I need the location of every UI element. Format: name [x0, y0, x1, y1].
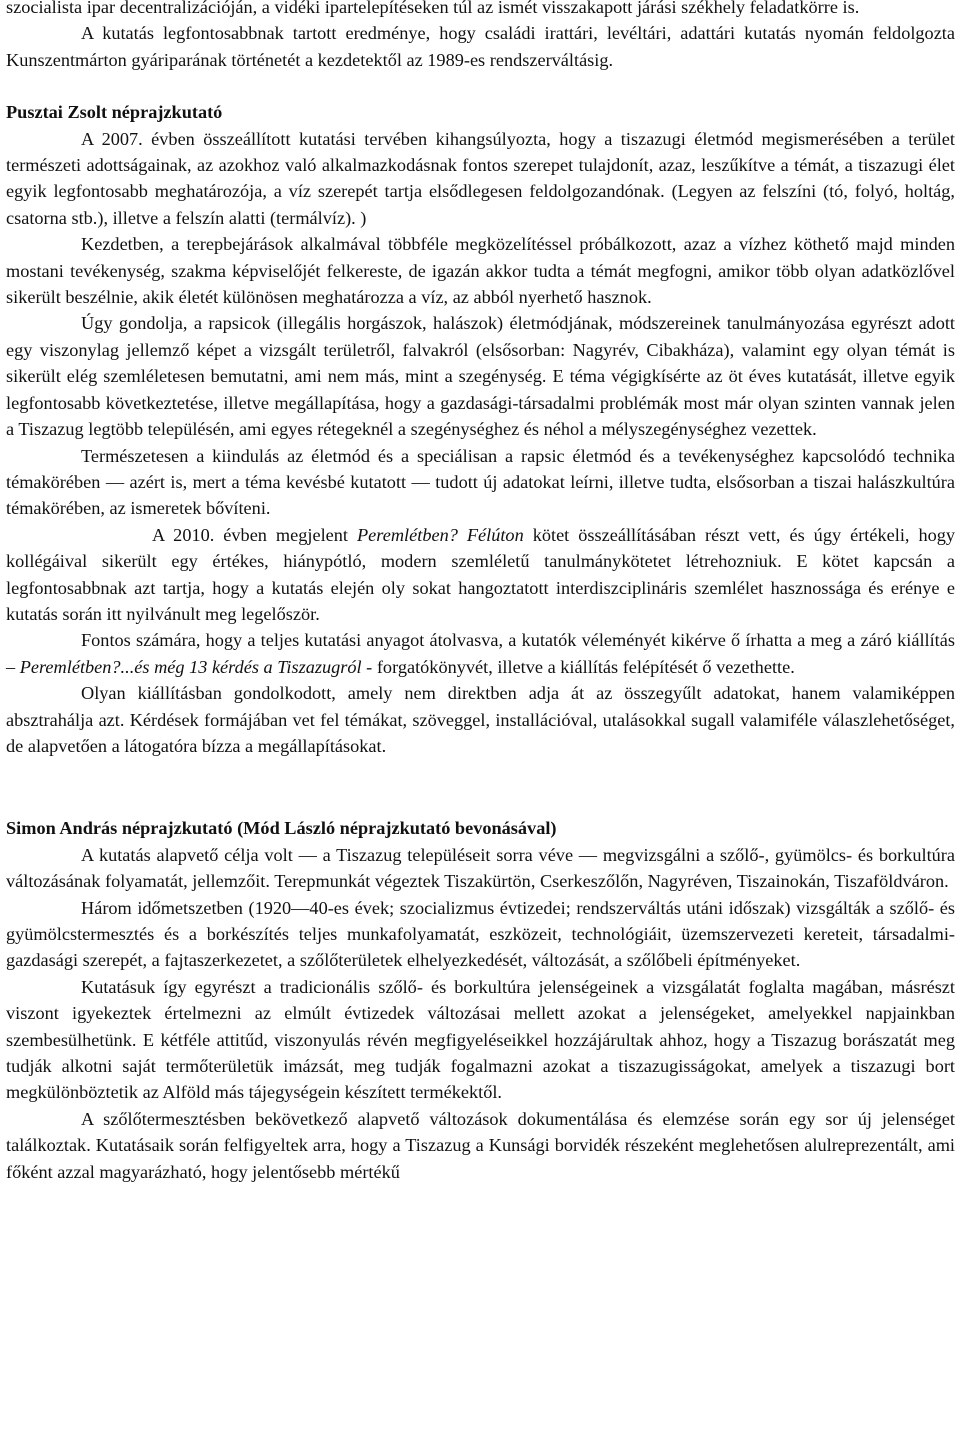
p6-text-b: - forgatókönyvét, illetve a kiállítás felépítését ő vezethette. — [361, 656, 795, 677]
pusztai-paragraph-2: Kezdetben, a terepbejárások alkalmával többféle megközelítéssel próbálkozott, azaz a vízhez köthető majd minden mostani tevékenység, szakma képviselőjét felkereste, de igazán akkor tudta a témát megfogni, amikor több olyan adatközlővel sikerült beszélnie, akik életét különösen meghatározza a víz, az abból nyerhető hasznok. — [6, 234, 955, 308]
simon-paragraph-4: A szőlőtermesztésben bekövetkező alapvető változások dokumentálása és elemzése során egy sor új jelenséget találkoztak. Kutatásaik során felfigyeltek arra, hogy a Tiszazug a Kunsági borvidék részeként meglehetősen alulreprezentált, ami főként azzal magyarázható, hogy jelentősebb mértékű — [6, 1108, 955, 1182]
simon-paragraph-1: A kutatás alapvető célja volt — a Tiszazug településeit sorra véve — megvizsgálni a szőlő-, gyümölcs- és borkultúra változásának folyamatát, jellemzőit. Terepmunkát végeztek Tiszakürtön, Cserkeszőlőn, Nagyréven, Tiszainokán, Tiszaföldváron. — [6, 844, 955, 892]
section-heading-simon: Simon András néprajzkutató (Mód László néprajzkutató bevonásával) — [6, 818, 557, 839]
result-paragraph: A kutatás legfontosabbnak tartott eredménye, hogy családi irattári, levéltári, adattári kutatás nyomán feldolgozta Kunszentmárton gyáriparának történetét a kezdetektől az 1989-es rendszerváltásig. — [6, 23, 955, 70]
p5-text-b: kötet összeállításában részt vett, és úgy értékeli, hogy kollégáival sikerült egy értékes, hiánypótló, modern szemléletű tanulmánykötetet létrehozniuk. E kötet kapcsán a legfontosabbnak azt tartja, hogy a kutatás elején oly sokat hangoztatott interdiszciplináris szemlélet hasznossága és erénye e kutatás során itt nyilvánult meg legelőször. — [6, 524, 956, 624]
book-title-peremletben: Peremlétben? Félúton — [357, 524, 524, 545]
section-heading-pusztai: Pusztai Zsolt néprajzkutató — [6, 102, 223, 123]
p5-text-a: A 2010. évben megjelent — [152, 524, 358, 545]
pusztai-paragraph-6 — [6, 627, 955, 680]
pusztai-paragraph-7: Olyan kiállításban gondolkodott, amely nem direktben adja át az összegyűlt adatokat, hanem valamiképpen absztrahálja azt. Kérdések formájában vet fel témákat, szöveggel, installációval, utalásokkal sugall valamiféle válaszlehetőséget, de alapvetően a látogatóra bízza a megállapításokat. — [6, 683, 955, 756]
simon-paragraph-2: Három időmetszetben (1920—40-es évek; szocializmus évtizedei; rendszerváltás utáni időszak) vizsgálták a szőlő- és gyümölcstermesztés és a borkészítés teljes munkafolyamatát, eszközeit, technológiáit, üzemszervezeti kereteit, társadalmi-gazdasági szerepét, a fajtaszerkezetet, a szőlőterületek elhelyezkedését, változását, a szőlőbeli építményeket. — [6, 897, 955, 971]
pusztai-paragraph-5 — [6, 522, 955, 628]
pusztai-paragraph-1: A 2007. évben összeállított kutatási tervében kihangsúlyozta, hogy a tiszazugi életmód megismerésében a terület természeti adottságainak, az azokhoz való alkalmazkodásnak fontos szerepet tulajdonít, azaz, leszűkítve a témát, a tiszazugi élet egyik legfontosabb meghatározója, a víz szerepét tartja elsődlegesen feldolgozandónak. (Legyen az felszíni (tó, folyó, holtág, csatorna stb.), illetve a felszín alatti (termálvíz). ) — [6, 128, 955, 228]
p6-text-a: Fontos számára, hogy a teljes kutatási anyagot átolvasva, a kutatók véleményét kikérve ő írhatta a meg a záró kiállítás – — [6, 630, 955, 677]
pusztai-paragraph-3: Úgy gondolja, a rapsicok (illegális horgászok, halászok) életmódjának, módszereinek tanulmányozása egyrészt adott egy viszonylag jellemző képet a vizsgált területről, falvakról (elsősorban: Nagyrév, Cibakháza), valamint egy olyan témát is sikerült elég szemléletesen bemutatni, ami nem más, mint a szegénység. E téma végigkísérte az öt éves kutatását, illetve egyik legfontosabb következtetése, illetve megállapítása, hogy a gazdasági-társadalmi problémák most már olyan szinten vannak jelen a Tiszazug legtöbb településén, ami egyes rétegeknél a szegénységhez és néhol a mélyszegénységhez vezettek. — [6, 313, 955, 440]
exhibition-title: Peremlétben?...és még 13 kérdés a Tiszazugról — [19, 656, 362, 677]
document-page — [6, 0, 955, 1185]
pusztai-paragraph-4: Természetesen a kiindulás az életmód és a speciálisan a rapsic életmód és a tevékenységhez kapcsolódó technika témakörében — azért is, mert a téma kevésbé kutatott — tudott új adatokat leírni, illetve tudta, elsősorban a tiszai halászkultúra témakörében, az ismeretek bővíteni. — [6, 445, 955, 519]
intro-continuation: szocialista ipar decentralizációján, a vidéki ipartelepítéseken túl az ismét visszakapott járási székhely feladatkörre is. — [6, 0, 860, 17]
simon-paragraph-3: Kutatásuk így egyrészt a tradicionális szőlő- és borkultúra jelenségeinek a vizsgálatát foglalta magában, másrészt viszont igyekeztek értelmezni az elmúlt évtizedek változásai mellett azokat a jelenségeket, amelyekkel napjainkban szembesülhetünk. E kétféle attitűd, viszonyulás révén megfigyeléseikkel hozzájárultak ahhoz, hogy a Tiszazug borászatát meg tudják alkotni saját termőterületük imázsát, meg tudják fogalmazni azokat a tiszazugisságokat, amelyek a tiszazugi bort megkülönböztetik az Alföld más tájegységein készített termékektől. — [6, 976, 955, 1103]
